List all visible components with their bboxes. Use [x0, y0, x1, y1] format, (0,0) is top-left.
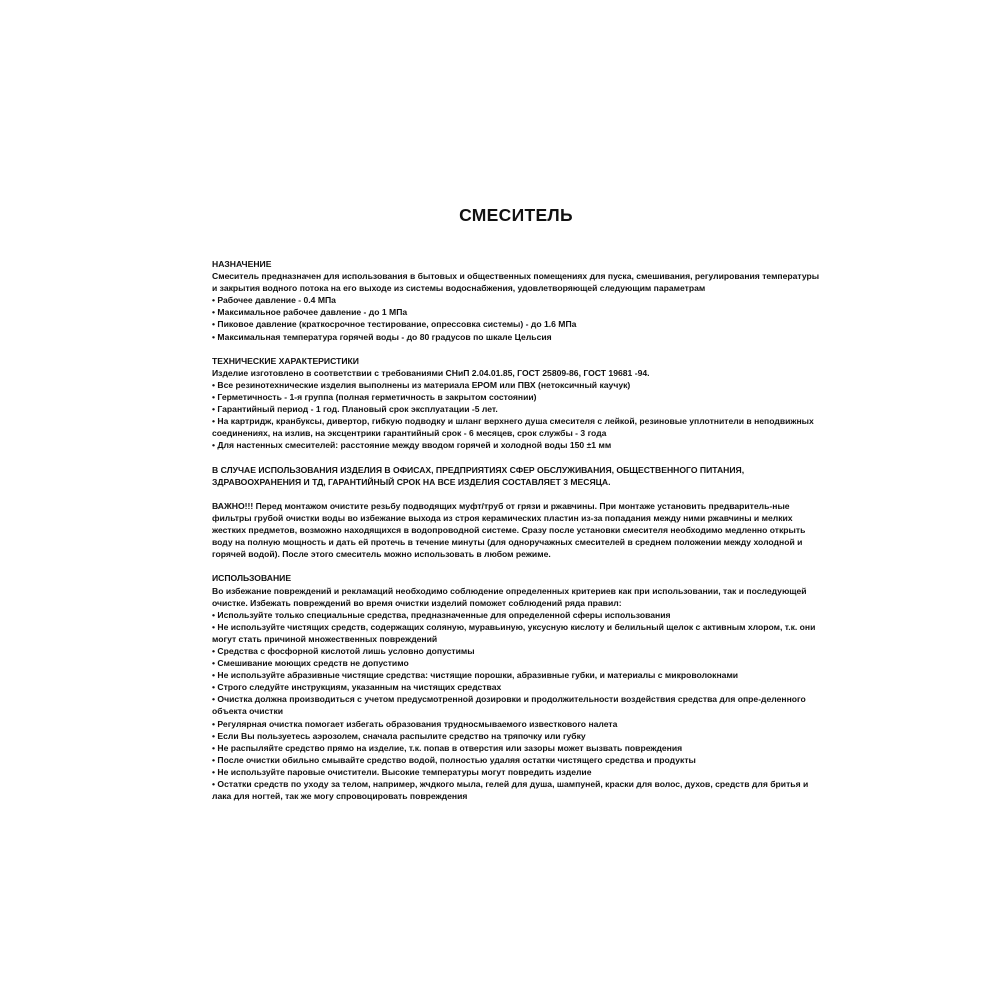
purpose-item: • Максимальная температура горячей воды - до 80 градусов по шкале Цельсия: [212, 331, 552, 342]
usage-item: • Смешивание моющих средств не допустимо: [212, 658, 409, 669]
usage-item: • Очистка должна производиться с учетом предусмотренной дозировки и продолжительности воздействия средства для опре-деленного объекта очистки: [212, 694, 806, 717]
usage-intro: Во избежание повреждений и рекламаций необходимо соблюдение определенных критериев как при использовании, так и последующей очистке. Избежать повреждений во время очистки изделий поможет соблюдений ряда правил:: [212, 585, 807, 608]
purpose-intro: Смеситель предназначен для использования в бытовых и общественных помещениях для пуска, смешивания, регулирования температуры и закрытия водного потока на его выходе из системы водоснабжения, удовлетворяющей следующим параметрам: [212, 271, 820, 294]
specs-heading: ТЕХНИЧЕСКИЕ ХАРАКТЕРИСТИКИ: [212, 355, 359, 366]
document-title: СМЕСИТЕЛЬ: [459, 205, 573, 225]
specs-item: • Гарантийный период - 1 год. Плановый срок эксплуатации -5 лет.: [212, 404, 498, 415]
usage-item: • Средства с фосфорной кислотой лишь условно допустимы: [212, 646, 475, 656]
document-page: [212, 204, 820, 802]
warranty-notice-section: [212, 464, 820, 488]
specs-item: • Для настенных смесителей: расстояние между вводом горячей и холодной воды 150 ±1 мм: [212, 440, 612, 451]
usage-item: • Не используйте абразивные чистящие средства: чистящие порошки, абразивные губки, и материалы с микроволокнами: [212, 670, 739, 681]
purpose-item: • Максимальное рабочее давление - до 1 МПа: [212, 307, 408, 318]
important-section: [212, 500, 820, 560]
usage-item: • Если Вы пользуетесь аэрозолем, сначала распылите средство на тряпочку или губку: [212, 730, 586, 741]
specs-item: • Герметичность - 1-я группа (полная герметичность в закрытом состоянии): [212, 392, 537, 403]
specs-item: • Все резинотехнические изделия выполнены из материала EPOM или ПВХ (нетоксичный каучук): [212, 379, 631, 390]
usage-item: • Не распыляйте средство прямо на изделие, т.к. попав в отверстия или зазоры может вызвать повреждения: [212, 742, 683, 753]
purpose-section: [212, 258, 820, 343]
specs-item: • На картридж, кранбуксы, дивертор, гибкую подводку и шланг верхнего душа смесителя с лейкой, резиновые уплотнители в неподвижных соединениях, на излив, на эксцентрики гарантийный срок - 6 месяцев, срок службы - 3 года: [212, 416, 814, 439]
usage-heading: ИСПОЛЬЗОВАНИЕ: [212, 573, 292, 584]
usage-item: • После очистки обильно смывайте средство водой, полностью удаляя остатки чистящего средства и продукты: [212, 754, 696, 765]
purpose-item: • Рабочее давление - 0.4 МПа: [212, 295, 336, 306]
specs-section: [212, 355, 820, 452]
important-notice: ВАЖНО!!! Перед монтажом очистите резьбу подводящих муфт/труб от грязи и ржавчины. При монтаже установить предваритель-ные фильтры грубой очистки воды во избежание выхода из строя керамических пластин из-за попадания между ними ржавчины и мелких жестких предметов, возможно находящихся в водопроводной системе. Сразу после установки смесителя необходимо медленно открыть воду на полную мощность и дать ей протечь в течение минуты (для одноручажных смесителей в среднем положении между холодной и горячей водой). После этого смеситель можно использовать в любом режиме.: [212, 500, 806, 560]
warranty-notice: В СЛУЧАЕ ИСПОЛЬЗОВАНИЯ ИЗДЕЛИЯ В ОФИСАХ, ПРЕДПРИЯТИЯХ СФЕР ОБСЛУЖИВАНИЯ, ОБЩЕСТВЕННОГО ПИТАНИЯ, ЗДРАВООХРАНЕНИЯ И ТД, ГАРАНТИЙНЫЙ СРОК НА ВСЕ ИЗДЕЛИЯ СОСТАВЛЯЕТ 3 МЕСЯЦА.: [212, 464, 745, 487]
purpose-item: • Пиковое давление (краткосрочное тестирование, опрессовка системы) - до 1.6 МПа: [212, 319, 577, 330]
usage-section: [212, 572, 820, 802]
usage-item: • Строго следуйте инструкциям, указанным на чистящих средствах: [212, 682, 502, 693]
purpose-heading: НАЗНАЧЕНИЕ: [212, 259, 272, 269]
usage-item: • Не используйте паровые очистители. Высокие температуры могут повредить изделие: [212, 766, 592, 777]
usage-item: • Не используйте чистящих средств, содержащих соляную, муравьиную, уксусную кислоту и белильный щелок с активным хлором, т.к. они могут стать причиной множественных повреждений: [212, 621, 816, 644]
specs-intro: Изделие изготовлено в соответствии с требованиями СНиП 2.04.01.85, ГОСТ 25809-86, ГОСТ 19681 -94.: [212, 367, 650, 378]
usage-item: • Используйте только специальные средства, предназначенные для определенной сферы использования: [212, 609, 671, 620]
usage-item: • Остатки средств по уходу за телом, например, жчдкого мыла, гелей для душа, шампуней, краски для волос, духов, средств для бритья и лака для ногтей, так же могу спровоцировать повреждения: [212, 779, 809, 802]
usage-item: • Регулярная очистка помогает избегать образования трудносмываемого известкового налета: [212, 718, 618, 729]
